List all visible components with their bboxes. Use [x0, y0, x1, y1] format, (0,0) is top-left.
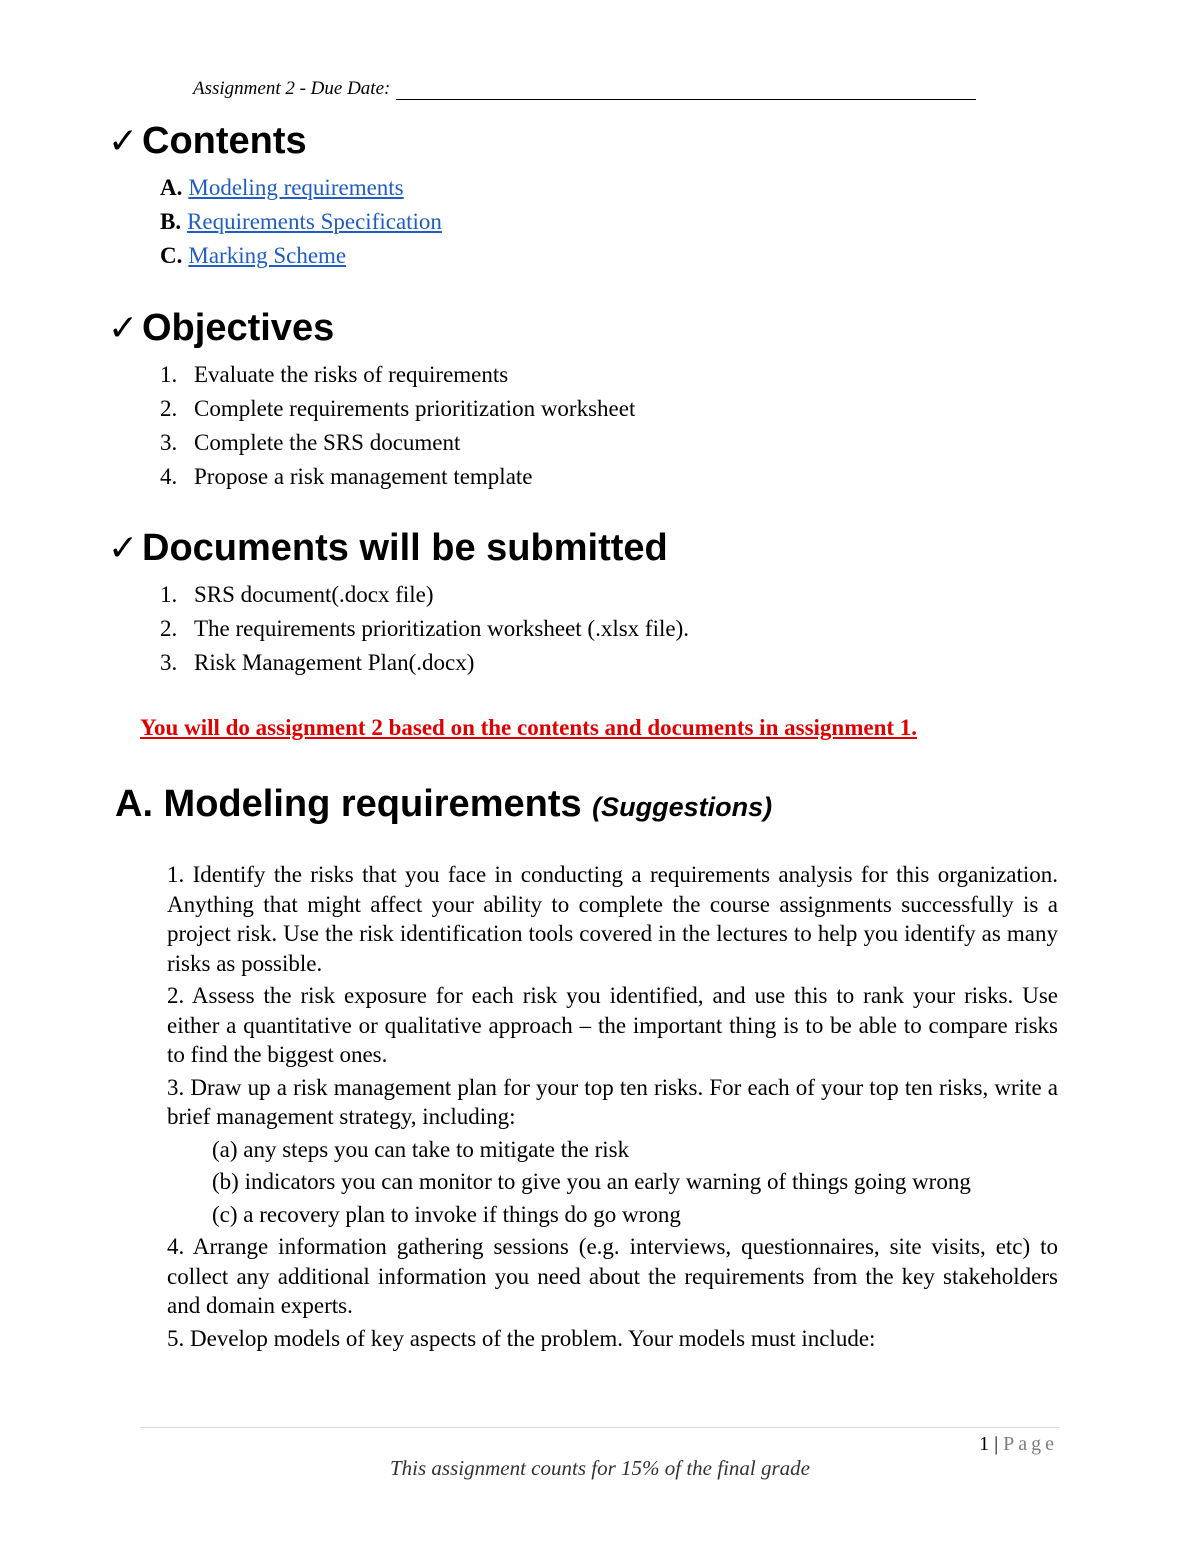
toc-marker: B.: [160, 209, 182, 234]
list-item: [160, 612, 689, 646]
check-icon: ✓: [108, 528, 139, 569]
contents-list: [160, 171, 442, 273]
toc-marker: C.: [160, 243, 183, 268]
list-item: [160, 578, 689, 612]
objectives-list: [160, 358, 635, 494]
page-number: [979, 1433, 1058, 1456]
objectives-title: Objectives: [142, 307, 335, 349]
contents-heading: [108, 120, 307, 163]
sub-item: (c) a recovery plan to invoke if things do go wrong: [212, 1201, 681, 1227]
toc-link-marking-scheme[interactable]: Marking Scheme: [188, 243, 347, 268]
paragraph: 2. Assess the risk exposure for each risk you identified, and use this to rank your risks. Use either a quantitative or qualitative approach – the important thing is to be able to compare risks to find the biggest ones.: [167, 983, 1058, 1067]
list-marker: 1.: [160, 582, 178, 607]
paragraph: 1. Identify the risks that you face in conducting a requirements analysis for this organization. Anything that might affect your ability to complete the course assignments successfully is a project risk. Use the risk identification tools covered in the lectures to help you identify as many risks as possible.: [167, 862, 1058, 976]
page-number-value: 1: [979, 1433, 990, 1455]
page-label: Page: [1003, 1433, 1058, 1455]
paragraph: 5. Develop models of key aspects of the problem. Your models must include:: [167, 1325, 876, 1351]
page-header: [193, 70, 1013, 100]
list-marker: 3.: [160, 430, 178, 455]
list-item-text: Complete requirements prioritization worksheet: [194, 396, 636, 421]
documents-list: [160, 578, 689, 680]
list-item-text: Evaluate the risks of requirements: [194, 362, 509, 387]
paragraph: 4. Arrange information gathering sessions (e.g. interviews, questionnaires, site visits, etc) to collect any additional information you need about the requirements from the key stakeholders and domain experts.: [167, 1234, 1058, 1318]
header-text: Assignment 2 - Due Date:: [193, 78, 391, 99]
list-item: [160, 460, 635, 494]
list-marker: 1.: [160, 362, 178, 387]
toc-link-requirements-specification[interactable]: Requirements Specification: [187, 209, 442, 234]
footer-note: This assignment counts for 15% of the final grade: [390, 1456, 810, 1480]
list-marker: 4.: [160, 464, 178, 489]
toc-marker: A.: [160, 175, 183, 200]
list-item: [160, 646, 689, 680]
list-item-text: Propose a risk management template: [194, 464, 533, 489]
list-item: [160, 358, 635, 392]
check-icon: ✓: [108, 121, 139, 162]
due-date-blank-line: [396, 79, 976, 100]
toc-item-a: [160, 171, 442, 205]
toc-item-c: [160, 239, 442, 273]
objectives-heading: [108, 307, 334, 350]
list-marker: 3.: [160, 650, 178, 675]
list-marker: 2.: [160, 396, 178, 421]
contents-title: Contents: [142, 120, 307, 162]
sub-item: (a) any steps you can take to mitigate the risk: [212, 1136, 630, 1162]
list-marker: 2.: [160, 616, 178, 641]
list-item: [160, 392, 635, 426]
footer-divider: [140, 1427, 1060, 1428]
page-number-separator: |: [994, 1433, 999, 1455]
list-item: [160, 426, 635, 460]
list-item-text: Risk Management Plan(.docx): [194, 650, 475, 675]
list-item-text: Complete the SRS document: [194, 430, 461, 455]
section-a-heading: [115, 783, 772, 826]
list-item-text: The requirements prioritization worksheet (.xlsx file).: [194, 616, 689, 641]
assignment-notice: You will do assignment 2 based on the contents and documents in assignment 1.: [140, 715, 918, 740]
documents-title: Documents will be submitted: [142, 527, 668, 569]
paragraph: 3. Draw up a risk management plan for your top ten risks. For each of your top ten risks, write a brief management strategy, including:: [167, 1074, 1058, 1129]
documents-heading: [108, 527, 668, 570]
section-a-body: [167, 860, 1058, 1356]
check-icon: ✓: [108, 308, 139, 349]
section-a-title: A. Modeling requirements: [115, 783, 593, 825]
section-a-suggestion: (Suggestions): [592, 792, 773, 822]
toc-link-modeling-requirements[interactable]: Modeling requirements: [188, 175, 404, 200]
sub-item: (b) indicators you can monitor to give you an early warning of things going wrong: [212, 1169, 971, 1194]
toc-item-b: [160, 205, 442, 239]
list-item-text: SRS document(.docx file): [194, 582, 434, 607]
